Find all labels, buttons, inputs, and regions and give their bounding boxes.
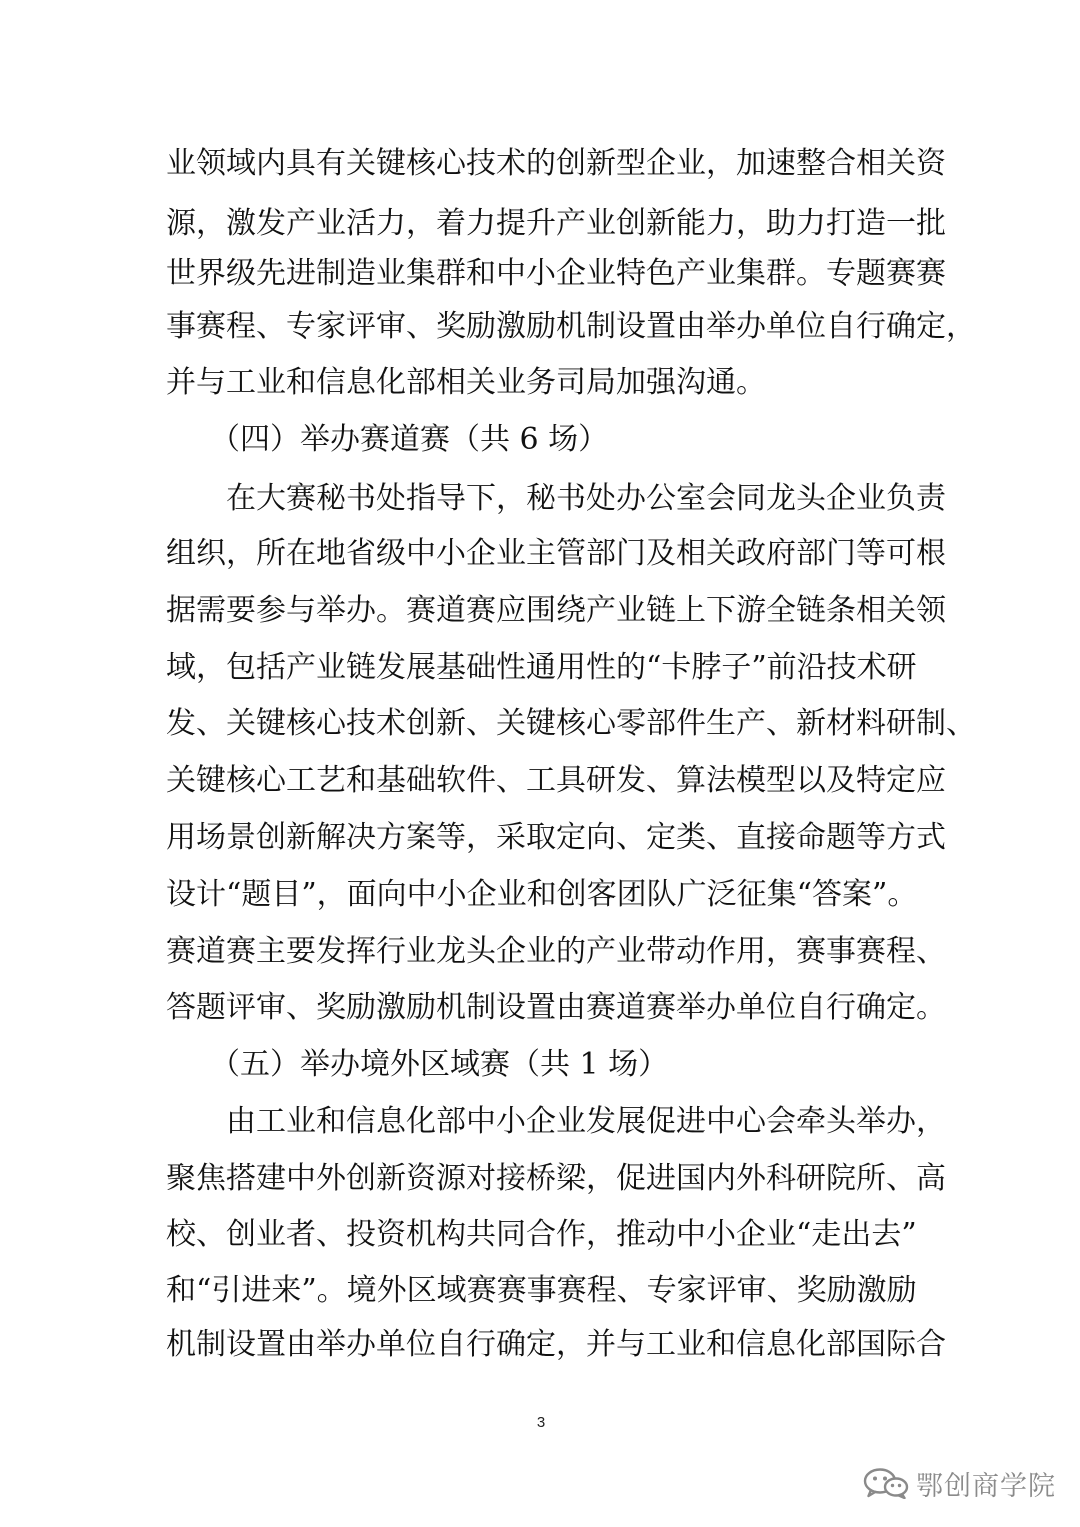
watermark-text: 鄂创商学院 (916, 1470, 1056, 1502)
paragraph-line: 并与工业和信息化部相关业务司局加强沟通。 (166, 365, 766, 400)
paragraph-line: 世界级先进制造业集群和中小企业特色产业集群。专题赛赛 (166, 256, 946, 291)
section-heading-5: （五）举办境外区域赛（共 1 场） (210, 1047, 669, 1082)
section-heading-4: （四）举办赛道赛（共 6 场） (210, 422, 609, 457)
paragraph-line: 聚焦搭建中外创新资源对接桥梁，促进国内外科研院所、高 (166, 1161, 946, 1196)
paragraph-line: 事赛程、专家评审、奖励激励机制设置由举办单位自行确定， (166, 309, 976, 344)
paragraph-line: 校、创业者、投资机构共同合作，推动中小企业“走出去” (166, 1217, 917, 1252)
watermark (862, 1461, 1056, 1505)
wechat-icon (862, 1467, 910, 1499)
paragraph-line: 由工业和信息化部中小企业发展促进中心会牵头举办， (226, 1104, 946, 1139)
paragraph-line: 关键核心工艺和基础软件、工具研发、算法模型以及特定应 (166, 763, 946, 798)
paragraph-line: 源，激发产业活力，着力提升产业创新能力，助力打造一批 (166, 206, 946, 241)
paragraph-line: 和“引进来”。境外区域赛赛事赛程、专家评审、奖励激励 (166, 1273, 917, 1308)
paragraph-line: 发、关键核心技术创新、关键核心零部件生产、新材料研制、 (166, 706, 976, 741)
paragraph-line: 答题评审、奖励激励机制设置由赛道赛举办单位自行确定。 (166, 990, 946, 1025)
page-number: 3 (536, 1414, 546, 1431)
paragraph-line: 在大赛秘书处指导下，秘书处办公室会同龙头企业负责 (226, 481, 946, 516)
paragraph-line: 用场景创新解决方案等，采取定向、定类、直接命题等方式 (166, 820, 946, 855)
paragraph-line: 机制设置由举办单位自行确定，并与工业和信息化部国际合 (166, 1327, 946, 1362)
paragraph-line: 域，包括产业链发展基础性通用性的“卡脖子”前沿技术研 (166, 650, 917, 685)
paragraph-line: 业领域内具有关键核心技术的创新型企业，加速整合相关资 (166, 146, 946, 181)
paragraph-line: 组织，所在地省级中小企业主管部门及相关政府部门等可根 (166, 536, 946, 571)
paragraph-line: 设计“题目”，面向中小企业和创客团队广泛征集“答案”。 (166, 877, 918, 912)
paragraph-line: 据需要参与举办。赛道赛应围绕产业链上下游全链条相关领 (166, 593, 946, 628)
paragraph-line: 赛道赛主要发挥行业龙头企业的产业带动作用，赛事赛程、 (166, 934, 946, 969)
